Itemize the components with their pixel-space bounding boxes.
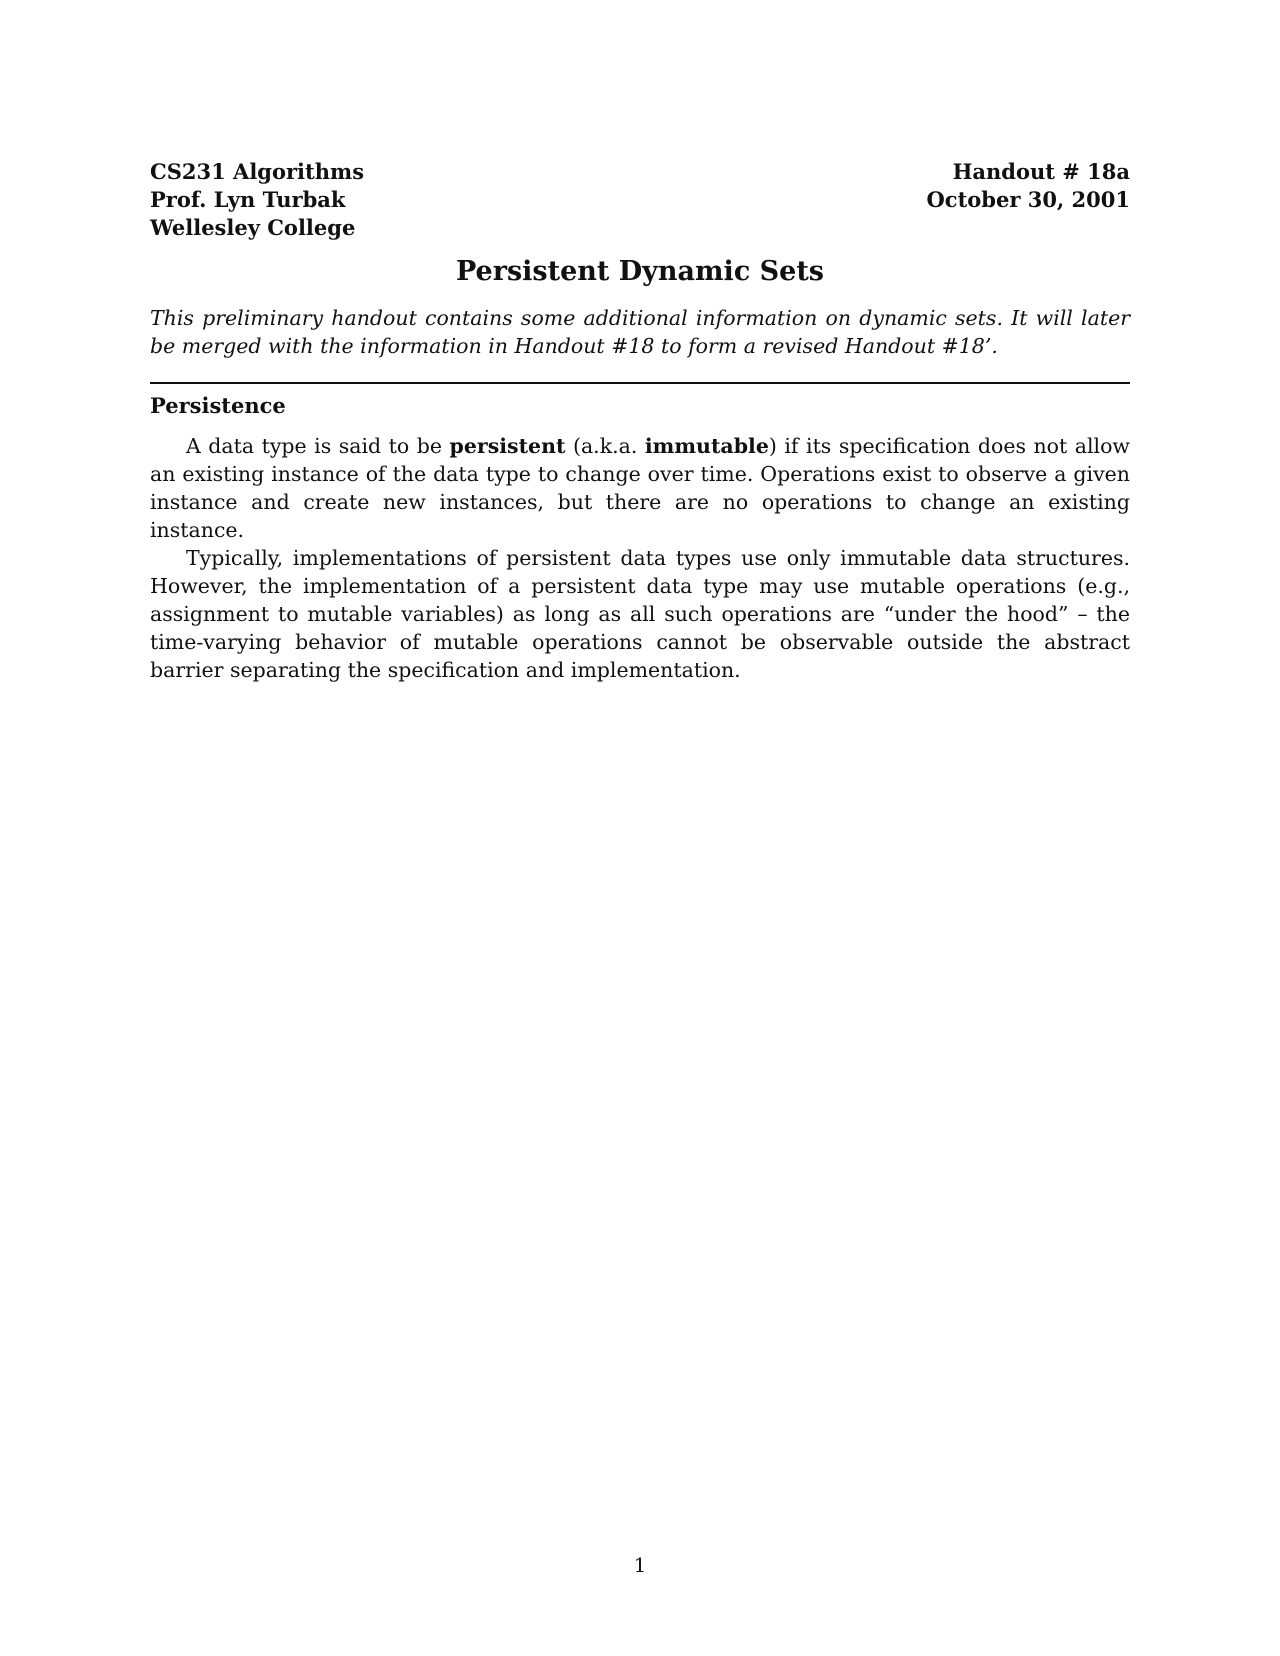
handout-date: October 30, 2001 bbox=[926, 187, 1130, 212]
horizontal-rule bbox=[150, 382, 1130, 384]
document-title: Persistent Dynamic Sets bbox=[455, 256, 825, 287]
course-info bbox=[150, 158, 364, 242]
abstract: This preliminary handout contains some additional information on dynamic sets. It will later be merged with the information in Handout #18 to form a revised Handout #18’. bbox=[150, 306, 1130, 358]
paragraph-text: (a.k.a. bbox=[565, 434, 645, 458]
term-persistent: persistent bbox=[449, 434, 566, 458]
page-number: 1 bbox=[633, 1553, 647, 1577]
handout-info bbox=[927, 158, 1131, 214]
paragraph-text: A data type is said to be bbox=[186, 434, 450, 458]
term-immutable: immutable bbox=[644, 434, 769, 458]
paragraph-implementations: Typically, implementations of persistent data types use only immutable data structures. However, the implementation of a persistent data type may use mutable operations (e.g., assignment to mutable variables) as long as all such operations are “under the hood” – the time-varying behavior of mutable operations cannot be observable outside the abstract barrier separating the specification and implementation. bbox=[150, 546, 1130, 682]
handout-number: Handout # 18a bbox=[952, 159, 1130, 184]
paragraph-persistence-definition bbox=[150, 432, 1130, 544]
college-name: Wellesley College bbox=[150, 215, 356, 240]
document-header bbox=[150, 158, 1130, 242]
document-page bbox=[150, 158, 1130, 684]
section-heading: Persistence bbox=[150, 393, 286, 418]
course-name: CS231 Algorithms bbox=[150, 159, 365, 184]
professor-name: Prof. Lyn Turbak bbox=[150, 187, 346, 212]
paragraph-text: ) if its specification does not allow an existing instance of the data type to change over time. Operations exist to observe a given instance and create new instances, but there are no operations to change an existing instance. bbox=[150, 434, 1130, 542]
